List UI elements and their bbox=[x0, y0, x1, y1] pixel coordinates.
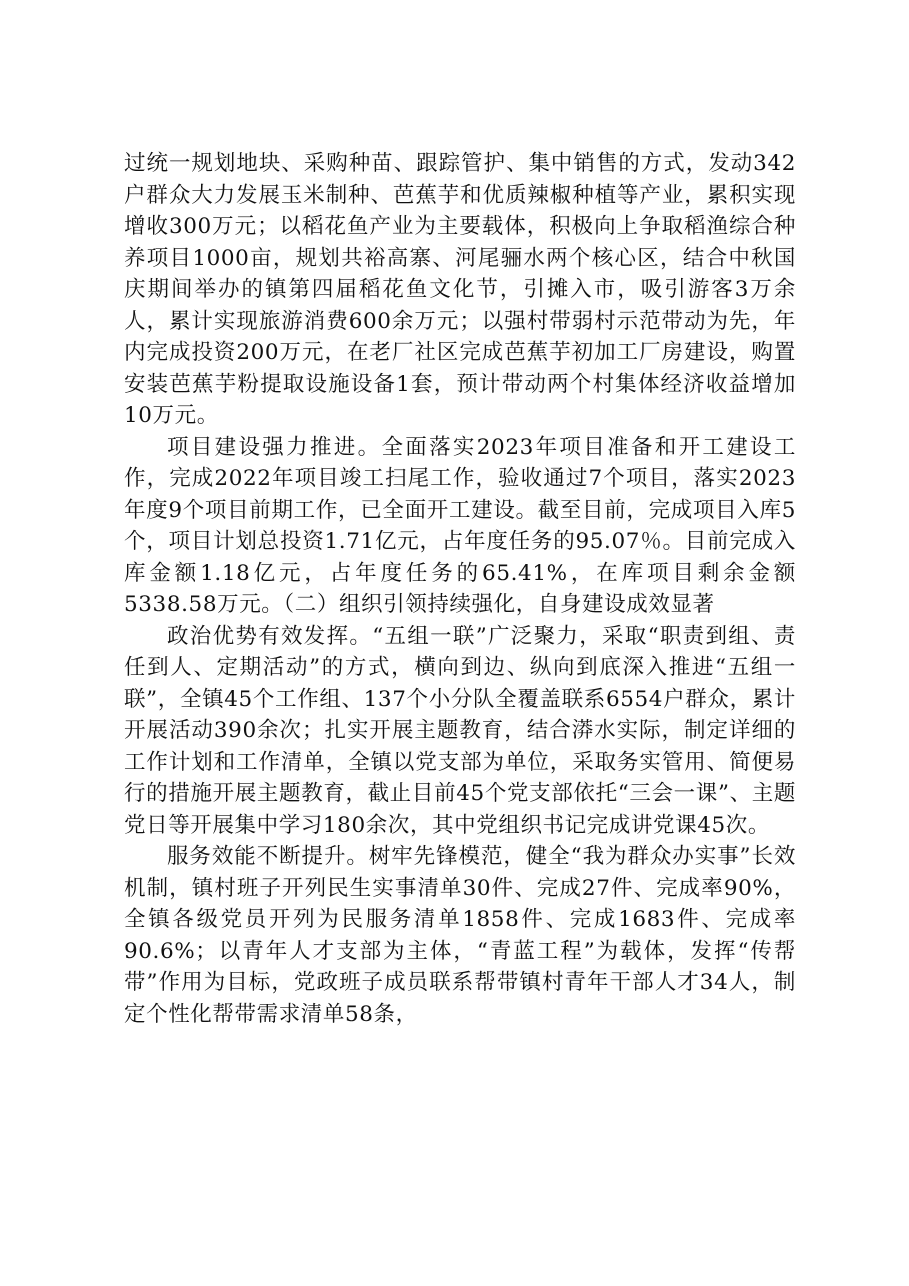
paragraph-service-efficiency: 服务效能不断提升。树牢先锋模范，健全“我为群众办实事”长效机制，镇村班子开列民生实事清单30件、完成27件、完成率90%，全镇各级党员开列为民服务清单1858件、完成1683件、完成率90.6%；以青年人才支部为主体，“青蓝工程”为载体，发挥“传帮带”作用为目标，党政班子成员联系帮带镇村青年干部人才34人，制定个性化帮带需求清单58条， bbox=[124, 844, 796, 1027]
paragraph-political-advantage: 政治优势有效发挥。“五组一联”广泛聚力，采取“职责到组、责任到人、定期活动”的方式，横向到边、纵向到底深入推进“五组一联”，全镇45个工作组、137个小分队全覆盖联系6554户群众，累计开展活动390余次；扎实开展主题教育，结合漭水实际，制定详细的工作计划和工作清单，全镇以党支部为单位，采取务实管用、简便易行的措施开展主题教育，截止目前45个党支部依托“三会一课”、主题党日等开展集中学习180余次，其中党组织书记完成讲党课45次。 bbox=[124, 623, 796, 838]
paragraph-project-construction: 项目建设强力推进。全面落实2023年项目准备和开工建设工作，完成2022年项目竣工扫尾工作，验收通过7个项目，落实2023年度9个项目前期工作，已全面开工建设。截至目前，完成项目入库5个，项目计划总投资1.71亿元，占年度任务的95.07％。目前完成入库金额1.18亿元，占年度任务的65.41%，在库项目剩余金额5338.58万元。（二）组织引领持续强化，自身建设成效显著 bbox=[124, 434, 796, 617]
document-body bbox=[124, 148, 796, 1030]
paragraph-industry: 过统一规划地块、采购种苗、跟踪管护、集中销售的方式，发动342户群众大力发展玉米制种、芭蕉芋和优质辣椒种植等产业，累积实现增收300万元；以稻花鱼产业为主要载体，积极向上争取稻渔综合种养项目1000亩，规划共裕高寨、河尾骊水两个核心区，结合中秋国庆期间举办的镇第四届稻花鱼文化节，引摊入市，吸引游客3万余人，累计实现旅游消费600余万元；以强村带弱村示范带动为先，年内完成投资200万元，在老厂社区完成芭蕉芋初加工厂房建设，购置安装芭蕉芋粉提取设施设备1套，预计带动两个村集体经济收益增加10万元。 bbox=[124, 151, 796, 428]
